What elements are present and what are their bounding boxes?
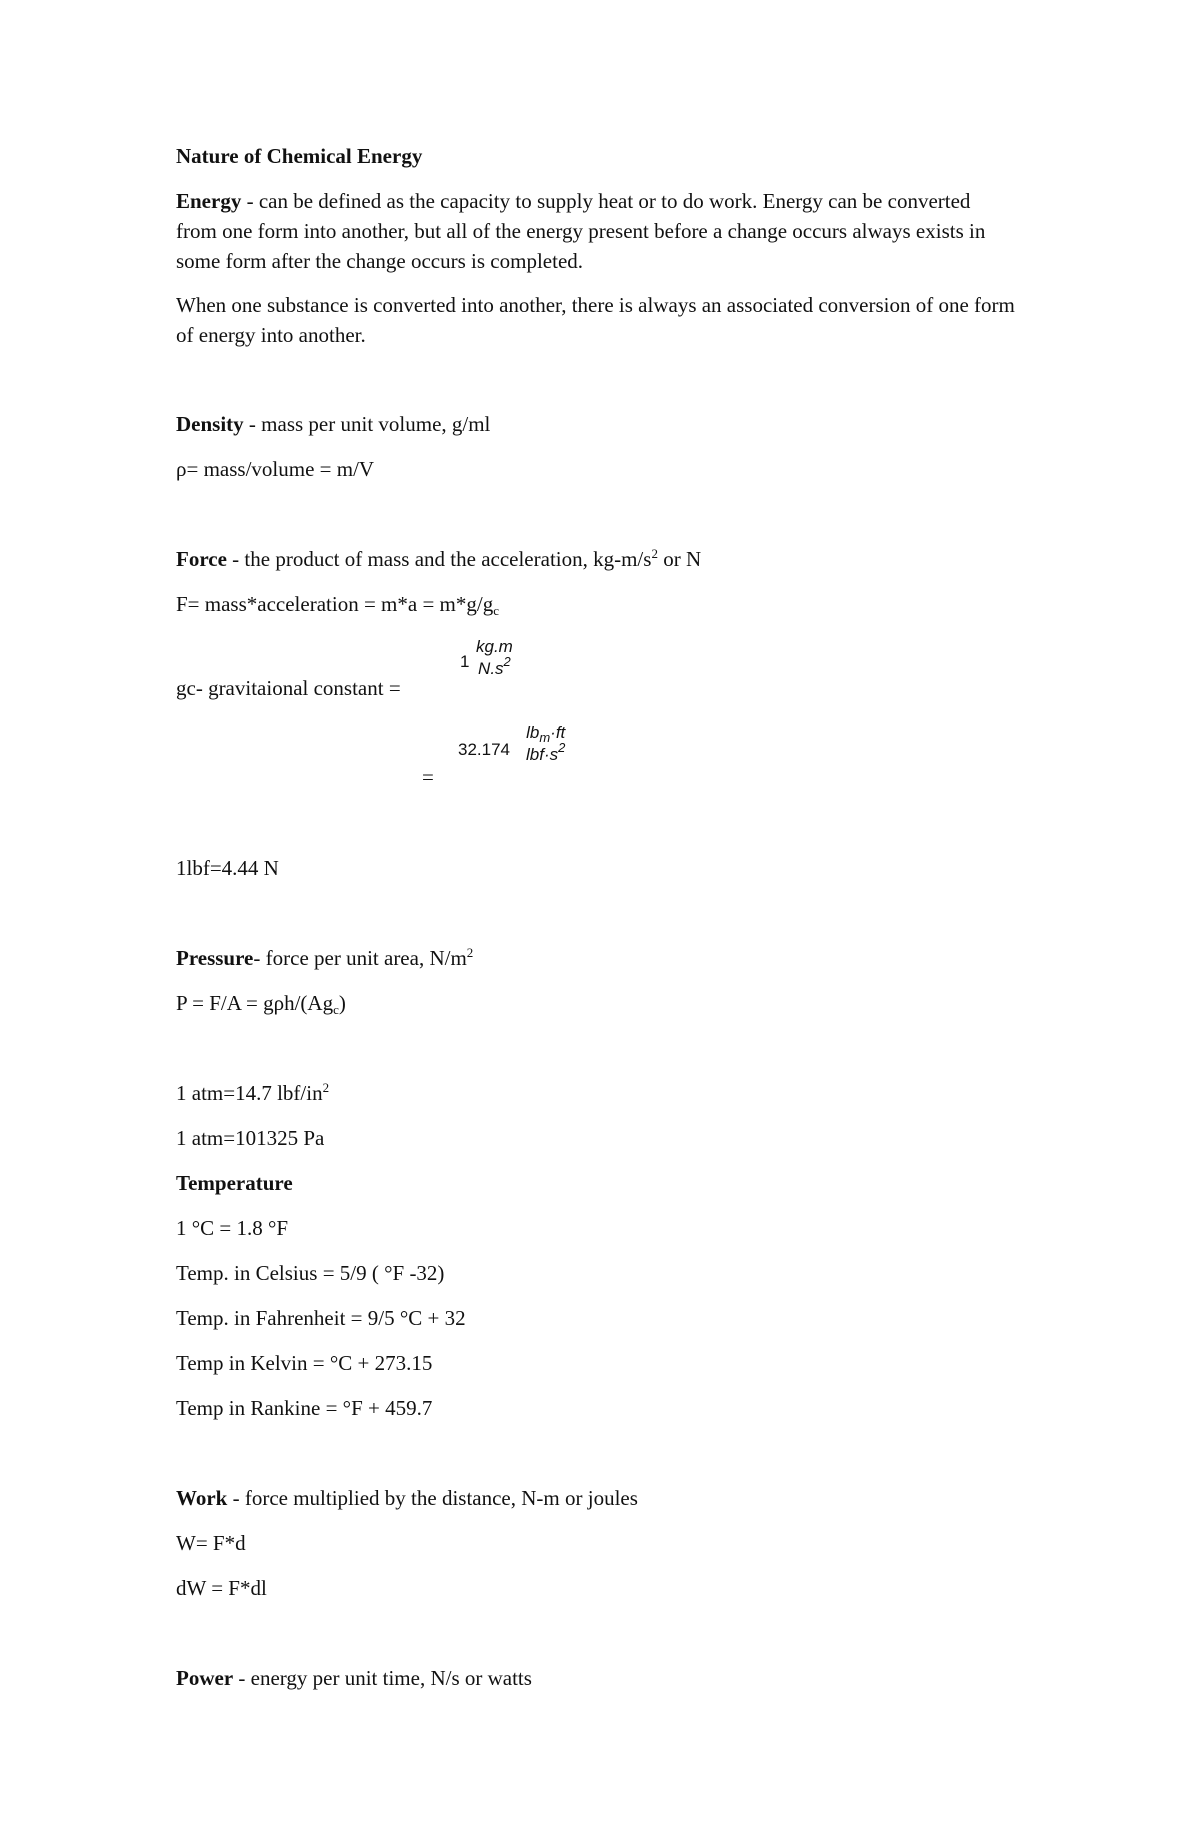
work-differential-formula: dW = F*dl xyxy=(176,1576,267,1600)
gc-equals-2: = xyxy=(422,765,434,789)
work-formula: W= F*d xyxy=(176,1531,246,1555)
power-term: Power xyxy=(176,1666,234,1690)
gc-coefficient-1: 1 xyxy=(460,652,470,671)
gc-coefficient-2: 32.174 xyxy=(458,740,510,759)
temperature-line: 1 °C = 1.8 °F xyxy=(176,1216,289,1240)
atm-conversion-lbf: 1 atm=14.7 lbf/$in^2$ xyxy=(176,1080,330,1105)
pressure-definition: Pressure- force per unit area, $N/m^2$ xyxy=(176,945,474,970)
temperature-line: Temp. in Celsius = 5/9 ( °F -32) xyxy=(176,1261,445,1285)
temperature-line: Temp in Kelvin = °C + 273.15 xyxy=(176,1351,433,1375)
energy-paragraph xyxy=(176,186,1016,276)
density-definition: Density - mass per unit volume, g/ml xyxy=(176,412,491,436)
gc-fraction-english: $lb_m\cdot ft$ $lbf\cdot s^2$ xyxy=(526,723,566,764)
energy-term: Energy xyxy=(176,189,242,213)
force-formula: F= mass*acceleration = $m*a = m*g/g_c$ xyxy=(176,592,499,618)
atm-conversion-pa: 1 atm=101325 Pa xyxy=(176,1126,325,1150)
force-term: Force xyxy=(176,547,227,571)
density-term: Density xyxy=(176,412,244,436)
gc-fraction-si: kg.m $N.s^2$ xyxy=(476,637,513,678)
document-title: Nature of Chemical Energy xyxy=(176,144,423,168)
energy-conversion-paragraph: When one substance is converted into another, there is always an associated conversion of one form of energy into another. xyxy=(176,293,1015,347)
gc-label: gc- gravitaional constant = xyxy=(176,676,401,700)
pressure-formula: P = F/A = gρh/$(Ag_c)$ xyxy=(176,991,346,1017)
force-definition: Force - the product of mass and the acceleration, $kg-m/s^2$ or N xyxy=(176,546,702,571)
lbf-conversion: 1lbf=4.44 N xyxy=(176,856,279,880)
power-definition: Power - energy per unit time, N/s or watts xyxy=(176,1666,532,1690)
temperature-line: Temp in Rankine = °F + 459.7 xyxy=(176,1396,433,1420)
temperature-line: Temp. in Fahrenheit = 9/5 °C + 32 xyxy=(176,1306,466,1330)
temperature-heading: Temperature xyxy=(176,1171,293,1195)
work-term: Work xyxy=(176,1486,228,1510)
density-formula: ρ= mass/volume = m/V xyxy=(176,457,375,481)
energy-definition: - can be defined as the capacity to supply heat or to do work. Energy can be converted from one form into another, but all of the energy present before a change occurs always exists in some form after the change occurs is completed. xyxy=(176,189,986,273)
work-definition: Work - force multiplied by the distance, N-m or joules xyxy=(176,1486,638,1510)
pressure-term: Pressure xyxy=(176,946,254,970)
